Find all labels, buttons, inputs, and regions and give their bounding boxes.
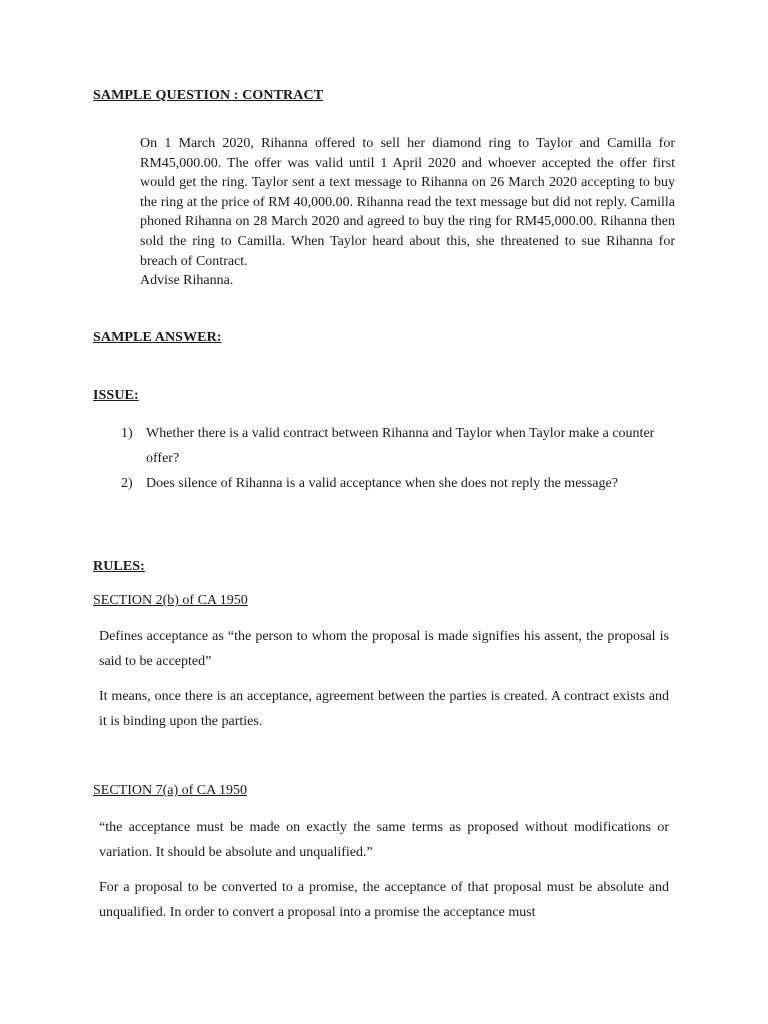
list-item-text: Does silence of Rihanna is a valid acceptance when she does not reply the message? — [146, 476, 618, 491]
list-item-number: 2) — [121, 476, 133, 491]
question-body: On 1 March 2020, Rihanna offered to sell her diamond ring to Taylor and Camilla for RM45,000.00. The offer was valid until 1 April 2020 and whoever accepted the offer first would get the ring. Taylor sent a text message to Rihanna on 26 March 2020 accepting to buy the ring at the price of RM 40,000.00. Rihanna read the text message but did not reply. Camilla phoned Rihanna on 28 March 2020 and agreed to buy the ring for RM45,000.00. Rihanna then sold the ring to Camilla. When Taylor heard about this, she threatened to sue Rihanna for breach of Contract. — [140, 136, 675, 269]
rules-heading: RULES: — [93, 559, 145, 574]
section-7a-quote: “the acceptance must be made on exactly the same terms as proposed without modifications or variation. It should be absolute and unqualified.” — [99, 820, 669, 860]
issue-list — [121, 421, 681, 496]
list-item-number: 1) — [121, 426, 133, 441]
question-block — [140, 134, 675, 291]
section-2b-title: SECTION 2(b) of CA 1950 — [93, 593, 248, 608]
sample-answer-heading: SAMPLE ANSWER: — [93, 330, 222, 345]
issue-heading: ISSUE: — [93, 388, 139, 403]
document-title — [93, 88, 323, 104]
question-instruction: Advise Rihanna. — [140, 273, 234, 289]
section-7a-title: SECTION 7(a) of CA 1950 — [93, 783, 247, 798]
section-2b-definition: Defines acceptance as “the person to whom the proposal is made signifies his assent, the proposal is said to be accepted” — [99, 629, 669, 669]
list-item-text: Whether there is a valid contract between Rihanna and Taylor when Taylor make a counter offer? — [146, 426, 655, 466]
list-item — [121, 421, 681, 471]
section-2b-explanation: It means, once there is an acceptance, agreement between the parties is created. A contract exists and it is binding upon the parties. — [99, 689, 669, 729]
title-text: SAMPLE QUESTION : CONTRACT — [93, 88, 324, 103]
section-7a-explanation: For a proposal to be converted to a promise, the acceptance of that proposal must be absolute and unqualified. In order to convert a proposal into a promise the acceptance must — [99, 880, 669, 920]
list-item — [121, 471, 681, 496]
